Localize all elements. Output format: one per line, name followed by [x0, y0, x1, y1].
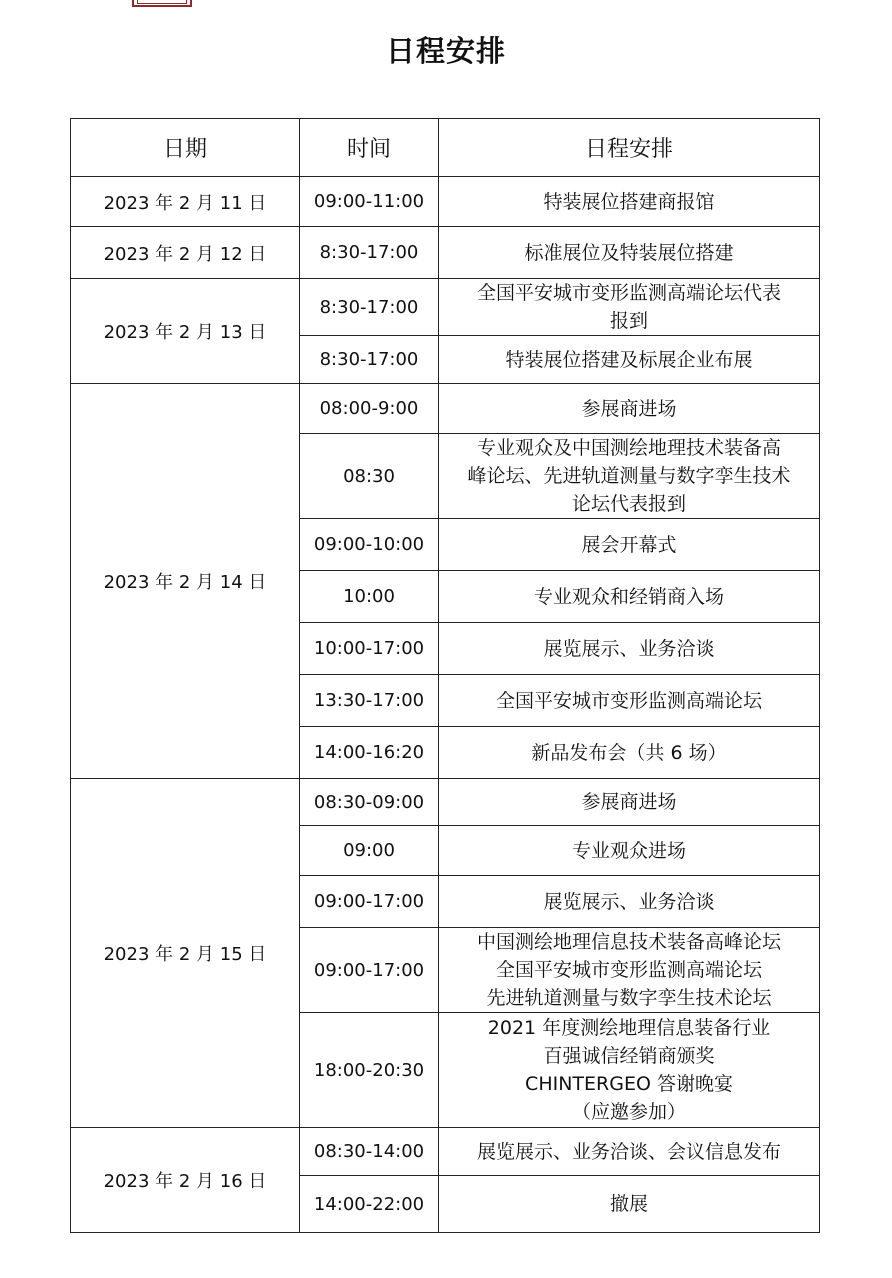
event-cell	[439, 434, 820, 519]
event-line: 特装展位搭建商报馆	[543, 190, 715, 213]
event-line: 展会开幕式	[581, 533, 677, 556]
event-line: 峰论坛、先进轨道测量与数字孪生技术	[467, 465, 791, 487]
table-row	[71, 227, 820, 279]
date-cell: 2023 年 2 月 14 日	[71, 384, 300, 779]
header-row	[71, 119, 820, 177]
time-cell: 14:00-16:20	[300, 727, 439, 779]
table-row	[71, 279, 820, 336]
event-cell	[439, 1128, 820, 1176]
event-cell	[439, 1013, 820, 1128]
logo-fragment	[132, 0, 192, 7]
time-cell: 08:30-09:00	[300, 779, 439, 826]
time-cell: 09:00-17:00	[300, 928, 439, 1013]
time-cell: 08:30	[300, 434, 439, 519]
date-cell: 2023 年 2 月 12 日	[71, 227, 300, 279]
event-line: 参展商进场	[581, 397, 677, 420]
event-line: （应邀参加）	[571, 1101, 686, 1123]
time-cell: 10:00	[300, 571, 439, 623]
event-cell	[439, 336, 820, 384]
page-title: 日程安排	[385, 34, 506, 68]
event-cell	[439, 928, 820, 1013]
header-schedule: 日程安排	[439, 119, 820, 177]
event-line: 专业观众和经销商入场	[533, 585, 724, 608]
event-cell	[439, 675, 820, 727]
event-cell	[439, 227, 820, 279]
event-cell	[439, 384, 820, 434]
event-line: 中国测绘地理信息技术装备高峰论坛	[476, 931, 781, 953]
event-line: 专业观众进场	[571, 839, 686, 862]
event-line: 专业观众及中国测绘地理技术装备高	[476, 437, 781, 459]
event-line: 全国平安城市变形监测高端论坛	[495, 689, 762, 712]
time-cell: 8:30-17:00	[300, 336, 439, 384]
date-cell: 2023 年 2 月 16 日	[71, 1128, 300, 1233]
event-cell	[439, 279, 820, 336]
time-cell: 18:00-20:30	[300, 1013, 439, 1128]
time-cell: 8:30-17:00	[300, 279, 439, 336]
time-cell: 14:00-22:00	[300, 1176, 439, 1233]
event-line: 全国平安城市变形监测高端论坛	[495, 959, 762, 981]
time-cell: 09:00-10:00	[300, 519, 439, 571]
event-line: 百强诚信经销商颁奖	[543, 1045, 715, 1067]
time-cell: 8:30-17:00	[300, 227, 439, 279]
event-line: CHINTERGEO 答谢晚宴	[525, 1073, 733, 1095]
event-cell	[439, 1176, 820, 1233]
event-line: 标准展位及特装展位搭建	[524, 241, 734, 264]
event-line: 论坛代表报到	[571, 493, 686, 515]
schedule-table	[70, 118, 820, 1233]
event-cell	[439, 571, 820, 623]
event-line: 展览展示、业务洽谈	[543, 890, 715, 913]
event-line: 2021 年度测绘地理信息装备行业	[487, 1017, 771, 1039]
event-cell	[439, 779, 820, 826]
event-cell	[439, 876, 820, 928]
event-cell	[439, 727, 820, 779]
header-time: 时间	[300, 119, 439, 177]
time-cell: 08:00-9:00	[300, 384, 439, 434]
schedule-body	[71, 177, 820, 1233]
event-line: 报到	[609, 310, 648, 332]
event-line: 展览展示、业务洽谈	[543, 637, 715, 660]
time-cell: 13:30-17:00	[300, 675, 439, 727]
event-line: 展览展示、业务洽谈、会议信息发布	[476, 1140, 781, 1163]
event-cell	[439, 623, 820, 675]
date-cell: 2023 年 2 月 11 日	[71, 177, 300, 227]
event-line: 特装展位搭建及标展企业布展	[505, 348, 753, 371]
table-row	[71, 384, 820, 434]
date-cell: 2023 年 2 月 15 日	[71, 779, 300, 1128]
table-row	[71, 1128, 820, 1176]
event-line: 全国平安城市变形监测高端论坛代表	[476, 282, 781, 304]
time-cell: 08:30-14:00	[300, 1128, 439, 1176]
date-cell: 2023 年 2 月 13 日	[71, 279, 300, 384]
event-line: 先进轨道测量与数字孪生技术论坛	[486, 987, 772, 1009]
event-cell	[439, 177, 820, 227]
time-cell: 09:00-17:00	[300, 876, 439, 928]
header-date: 日期	[71, 119, 300, 177]
table-row	[71, 177, 820, 227]
time-cell: 10:00-17:00	[300, 623, 439, 675]
event-line: 撤展	[609, 1193, 648, 1215]
table-row	[71, 779, 820, 826]
event-cell	[439, 826, 820, 876]
time-cell: 09:00	[300, 826, 439, 876]
event-line: 参展商进场	[581, 791, 677, 813]
time-cell: 09:00-11:00	[300, 177, 439, 227]
event-line: 新品发布会（共 6 场）	[531, 741, 727, 764]
event-cell	[439, 519, 820, 571]
